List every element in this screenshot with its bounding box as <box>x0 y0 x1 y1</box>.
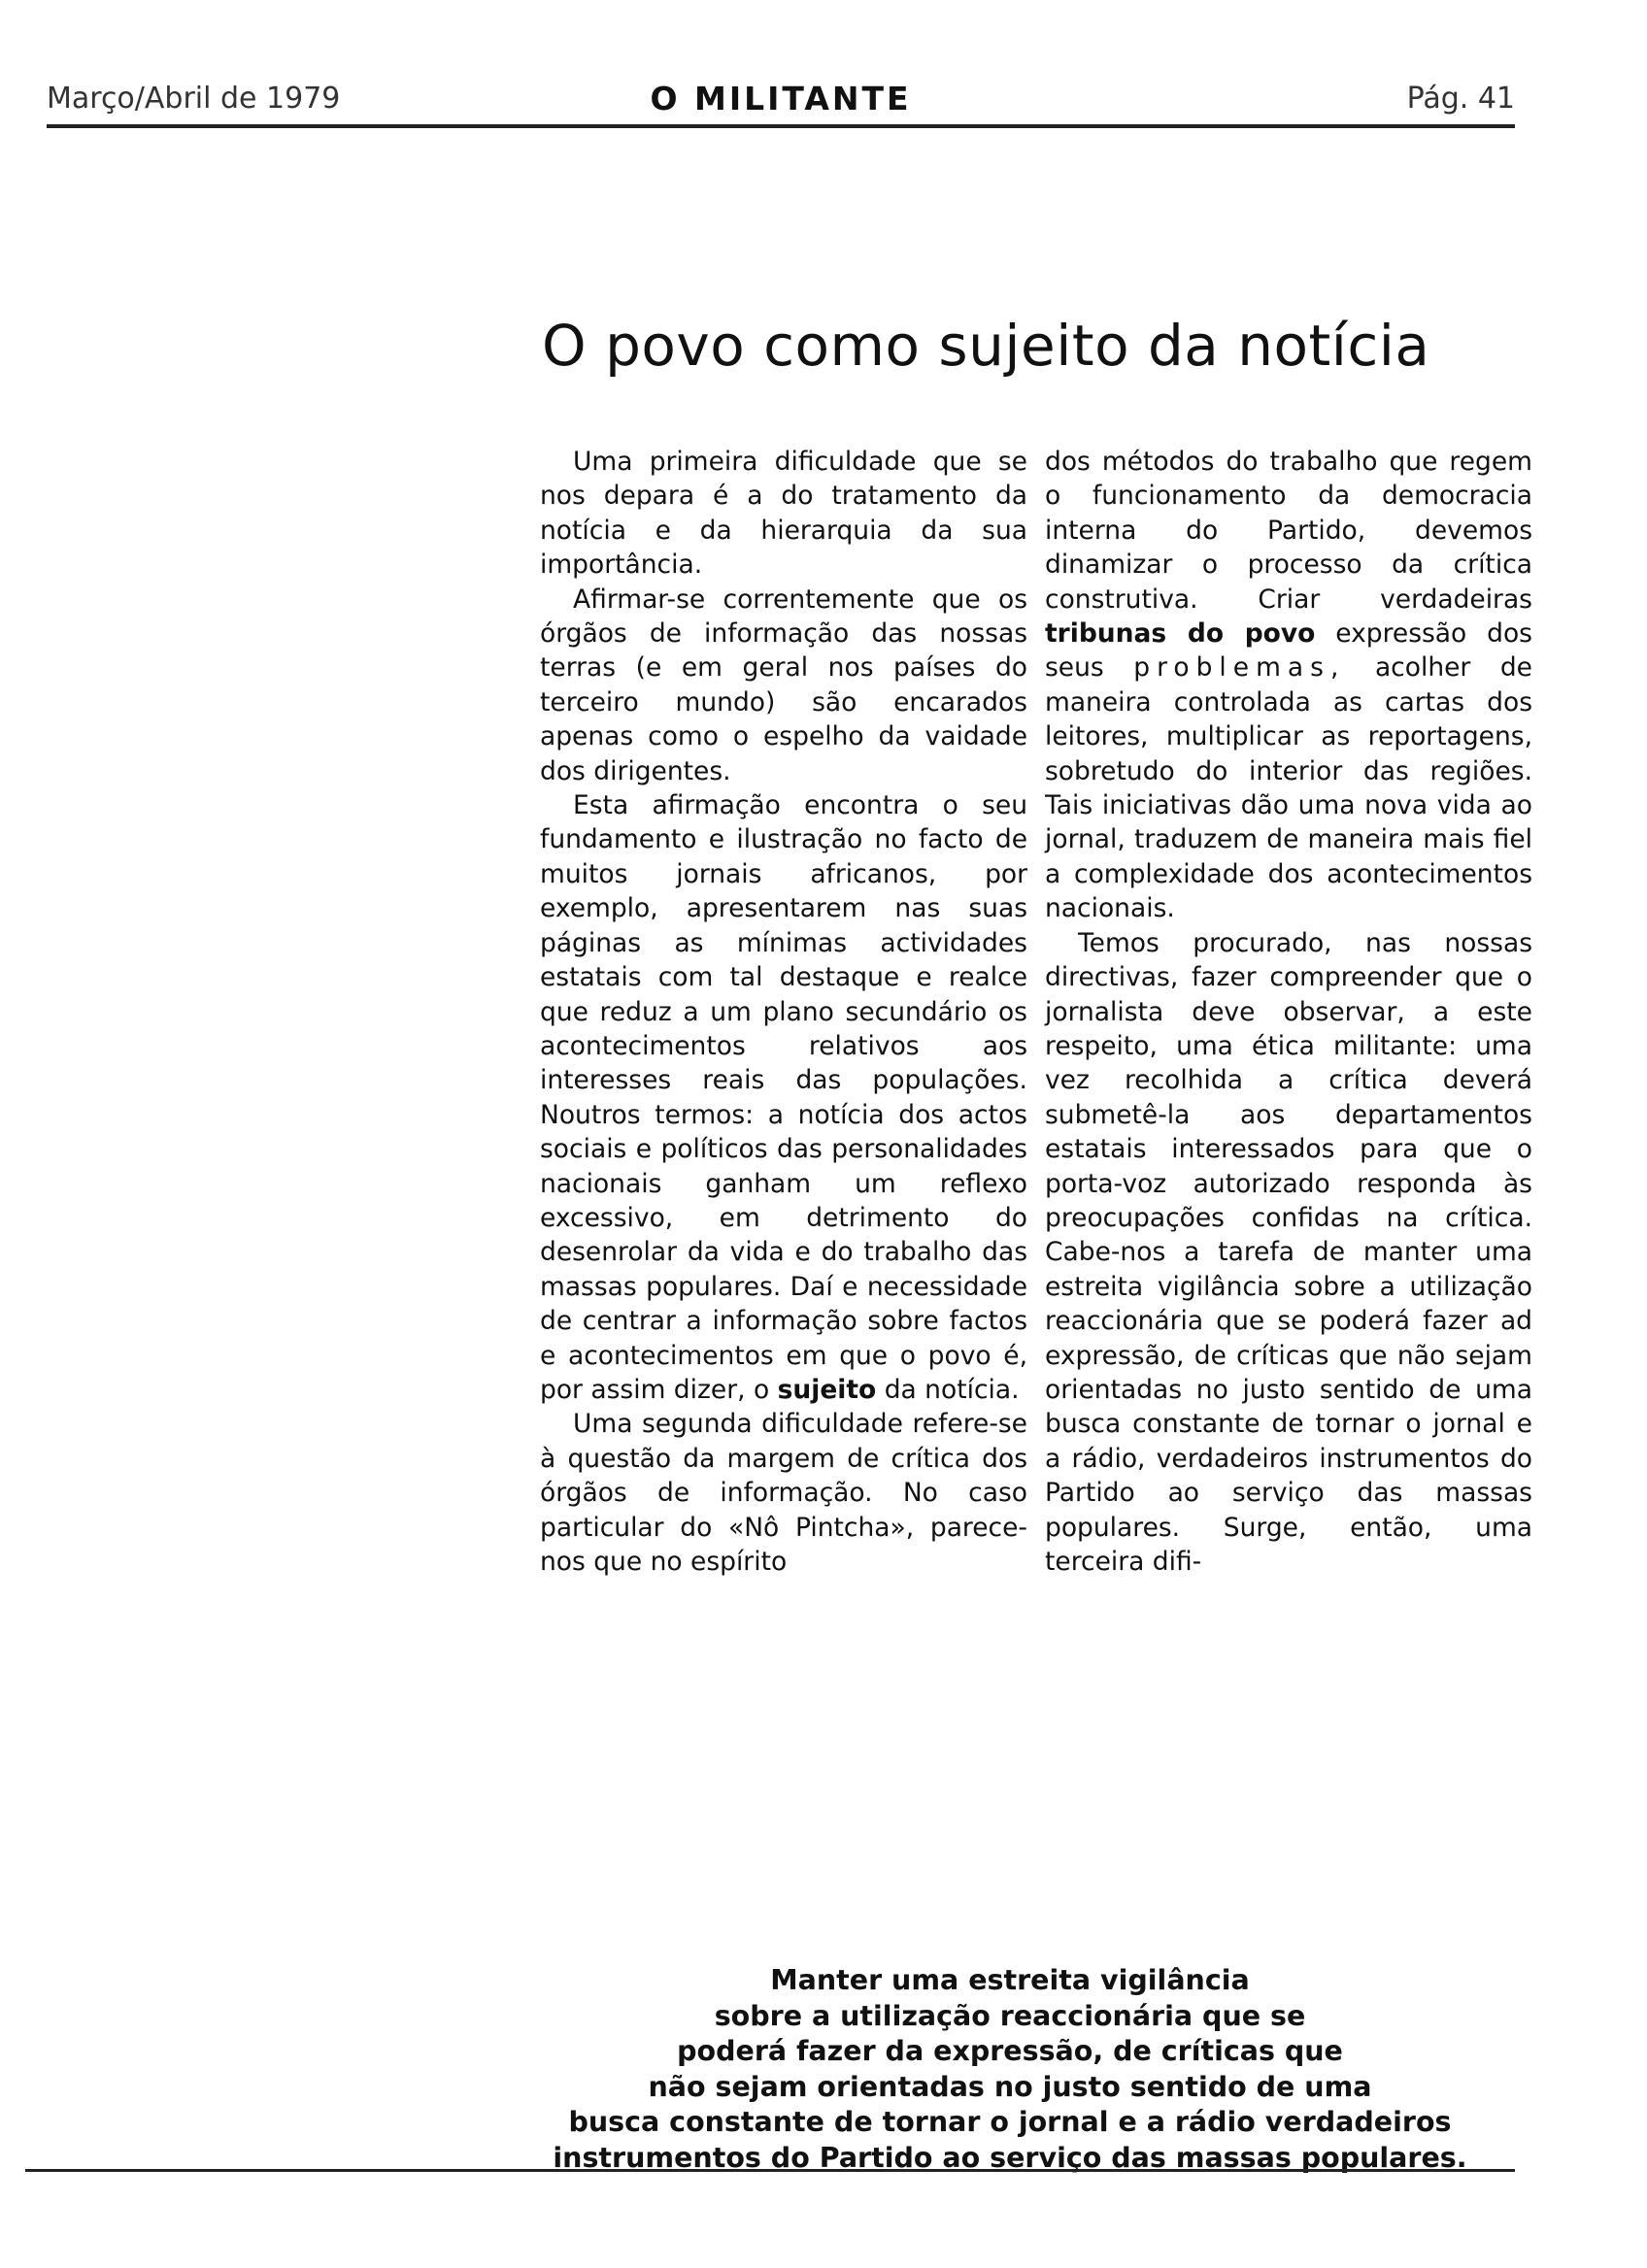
emphasis-tribunas: tribunas do povo <box>1045 618 1316 650</box>
paragraph-text: expressão dos seus <box>1045 618 1532 684</box>
pull-quote-line: sobre a utilização reaccionária que se <box>714 1999 1306 2032</box>
pull-quote-line: instrumentos do Partido ao serviço das massas populares. <box>553 2141 1467 2174</box>
paragraph-text: acolher de maneira controlada as cartas dos leitores, multiplicar as reportagens, sobretudo do interior das regiões. Tais iniciativas dão uma nova vida ao jornal, traduzem de maneira mais fiel a complexidade dos acontecimentos nacionais. <box>1045 652 1532 924</box>
paragraph: Afirmar-se correntemente que os órgãos de informação das nossas terras (e em geral nos países do terceiro mundo) são encarados apenas como o espelho da vaidade dos dirigentes. <box>540 584 1027 786</box>
paragraph: Uma segunda dificuldade refere-se à questão da margem de crítica dos órgãos de informação. No caso particular do «Nô Pintcha», parece-nos que no espírito <box>540 1409 1027 1577</box>
article-column-left <box>540 445 1027 1579</box>
pull-quote-line: não sejam orientadas no justo sentido de uma <box>648 2070 1372 2103</box>
paragraph-text: Esta afirmação encontra o seu fundamento e ilustração no facto de muitos jornais africanos, por exemplo, apresentarem nas suas páginas as mínimas actividades estatais com tal destaque e realce que reduz a um plano secundário os acontecimentos relativos aos interesses reais das populações. Noutros termos: a notícia dos actos sociais e políticos das personalidades nacionais ganham um reflexo excessivo, em detrimento do desenrolar da vida e do trabalho das massas populares. Daí e necessidade de centrar a informação sobre factos e acontecimentos em que o povo é, por assim dizer, o <box>540 790 1027 1405</box>
publication-name: O MILITANTE <box>650 80 912 117</box>
footer-rule <box>25 2169 1515 2172</box>
pull-quote-line: Manter uma estreita vigilância <box>770 1964 1250 1996</box>
paragraph <box>540 788 1027 1407</box>
emphasis-sujeito: sujeito <box>777 1374 877 1405</box>
paragraph-text: dos métodos do trabalho que regem o funcionamento da democracia interna do Partido, devemos dinamizar o processo da crítica construtiva. Criar verdadeiras <box>1045 447 1532 615</box>
pull-quote <box>486 1963 1534 2176</box>
article-title: O povo como sujeito da notícia <box>542 313 1430 379</box>
issue-date: Março/Abril de 1979 <box>47 82 341 116</box>
pull-quote-line: busca constante de tornar o jornal e a rádio verdadeiros <box>568 2106 1452 2138</box>
spaced-word: problemas, <box>1133 652 1346 684</box>
page-number: Pág. 41 <box>1406 82 1515 116</box>
article-column-right <box>1045 445 1532 1579</box>
page-header <box>47 76 1515 128</box>
paragraph <box>1045 445 1532 926</box>
paragraph: Uma primeira dificuldade que se nos depara é a do tratamento da notícia e da hierarquia da sua importância. <box>540 447 1027 581</box>
paragraph-text: da notícia. <box>884 1374 1020 1405</box>
pull-quote-line: poderá fazer da expressão, de críticas que <box>677 2035 1343 2067</box>
paragraph: Temos procurado, nas nossas directivas, fazer compreender que o jornalista deve observar, a este respeito, uma ética militante: uma vez recolhida a crítica deverá submetê-la aos departamentos estatais interessados para que o porta-voz autorizado responda às preocupações confidas na crítica. Cabe-nos a tarefa de manter uma estreita vigilância sobre a utilização reaccionária que se poderá fazer ad expressão, de críticas que não sejam orientadas no justo sentido de uma busca constante de tornar o jornal e a rádio, verdadeiros instrumentos do Partido ao serviço das massas populares. Surge, então, uma terceira difi- <box>1045 927 1532 1577</box>
